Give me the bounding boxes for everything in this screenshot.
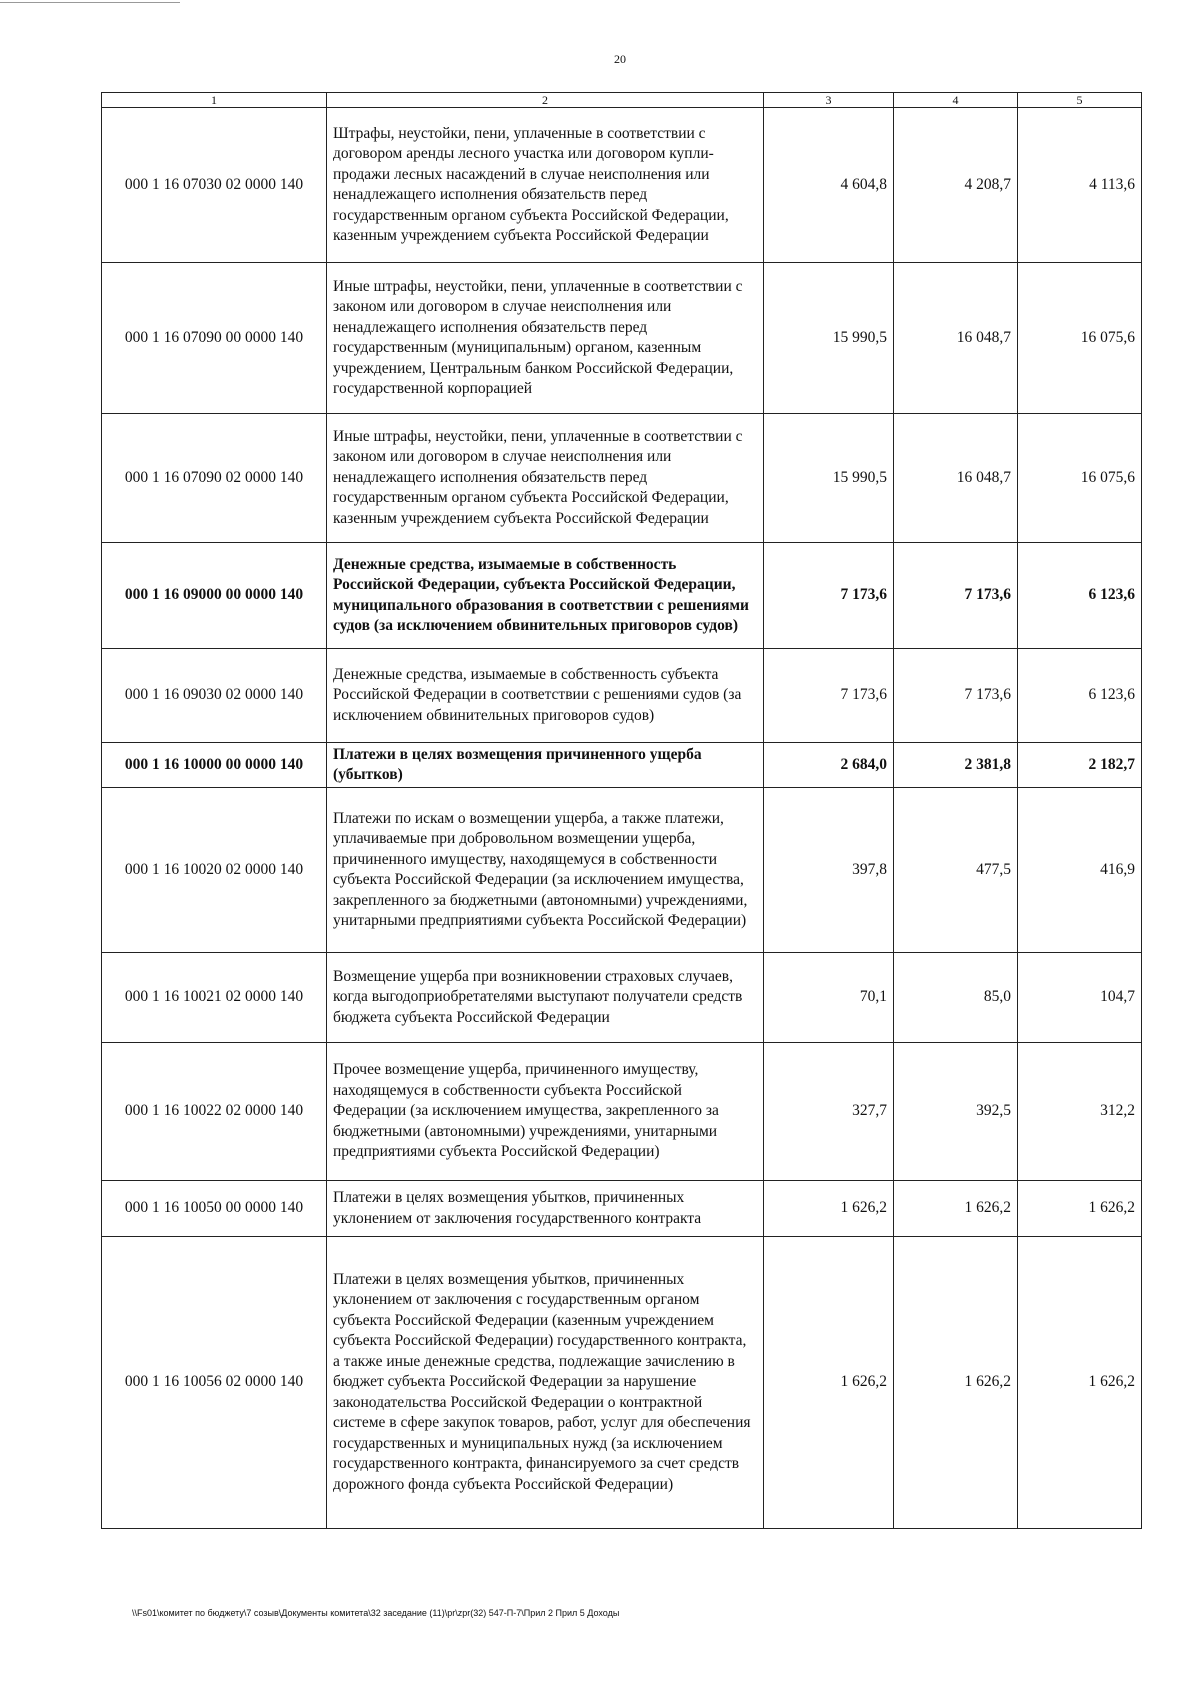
value-year-2: 1 626,2 [894,1237,1018,1529]
budget-code: 000 1 16 07090 02 0000 140 [102,414,327,543]
table-row [102,108,1142,263]
revenue-table [101,92,1142,1529]
table-row [102,788,1142,953]
value-year-2: 392,5 [894,1043,1018,1181]
value-year-3: 6 123,6 [1018,543,1142,649]
value-year-2: 7 173,6 [894,649,1018,743]
budget-code: 000 1 16 10021 02 0000 140 [102,953,327,1043]
value-year-3: 4 113,6 [1018,108,1142,263]
column-header-1: 1 [102,93,327,108]
value-year-3: 6 123,6 [1018,649,1142,743]
table-row [102,1181,1142,1237]
value-year-2: 16 048,7 [894,263,1018,414]
value-year-1: 4 604,8 [764,108,894,263]
column-header-2: 2 [327,93,764,108]
value-year-1: 2 684,0 [764,743,894,788]
column-number-row [102,93,1142,108]
revenue-name: Штрафы, неустойки, пени, уплаченные в соответствии с договором аренды лесного участка или договором купли-продажи лесных насаждений в случае неисполнения или ненадлежащего исполнения обязательств перед государственным органом субъекта Российской Федерации, казенным учреждением субъекта Российской Федерации [327,108,764,263]
page-number: 20 [614,52,626,66]
table-row [102,953,1142,1043]
table-row [102,743,1142,788]
table-row [102,1043,1142,1181]
budget-code: 000 1 16 10020 02 0000 140 [102,788,327,953]
table-row [102,414,1142,543]
value-year-2: 1 626,2 [894,1181,1018,1237]
value-year-1: 1 626,2 [764,1181,894,1237]
value-year-1: 15 990,5 [764,263,894,414]
value-year-2: 477,5 [894,788,1018,953]
table-row [102,263,1142,414]
value-year-2: 7 173,6 [894,543,1018,649]
value-year-1: 15 990,5 [764,414,894,543]
revenue-name: Платежи в целях возмещения причиненного ущерба (убытков) [327,743,764,788]
table-row [102,543,1142,649]
scan-artifact-line [0,2,180,3]
value-year-1: 7 173,6 [764,543,894,649]
value-year-3: 2 182,7 [1018,743,1142,788]
value-year-1: 7 173,6 [764,649,894,743]
revenue-name: Прочее возмещение ущерба, причиненного имуществу, находящемуся в собственности субъекта Российской Федерации (за исключением имущества, закрепленного за бюджетными (автономными) учреждениями, унитарными предприятиями субъекта Российской Федерации) [327,1043,764,1181]
value-year-2: 4 208,7 [894,108,1018,263]
budget-code: 000 1 16 10056 02 0000 140 [102,1237,327,1529]
value-year-1: 1 626,2 [764,1237,894,1529]
column-header-5: 5 [1018,93,1142,108]
value-year-3: 104,7 [1018,953,1142,1043]
value-year-3: 16 075,6 [1018,263,1142,414]
value-year-3: 312,2 [1018,1043,1142,1181]
revenue-name: Иные штрафы, неустойки, пени, уплаченные в соответствии с законом или договором в случае неисполнения или ненадлежащего исполнения обязательств перед государственным органом субъекта Российской Федерации, казенным учреждением субъекта Российской Федерации [327,414,764,543]
revenue-name: Денежные средства, изымаемые в собственность субъекта Российской Федерации в соответствии с решениями судов (за исключением обвинительных приговоров судов) [327,649,764,743]
value-year-1: 327,7 [764,1043,894,1181]
budget-code: 000 1 16 07090 00 0000 140 [102,263,327,414]
revenue-name: Платежи по искам о возмещении ущерба, а также платежи, уплачиваемые при добровольном возмещении ущерба, причиненного имуществу, находящемуся в собственности субъекта Российской Федерации (за исключением имущества, закрепленного за бюджетными (автономными) учреждениями, унитарными предприятиями субъекта Российской Федерации) [327,788,764,953]
value-year-3: 1 626,2 [1018,1181,1142,1237]
file-path-footer: \\Fs01\комитет по бюджету\7 созыв\Документы комитета\32 заседание (11)\pr\zpr(32) 547-П-7\Прил 2 Прил 5 Доходы [132,1608,620,1618]
value-year-2: 2 381,8 [894,743,1018,788]
budget-code: 000 1 16 10050 00 0000 140 [102,1181,327,1237]
revenue-name: Платежи в целях возмещения убытков, причиненных уклонением от заключения государственного контракта [327,1181,764,1237]
revenue-name: Иные штрафы, неустойки, пени, уплаченные в соответствии с законом или договором в случае неисполнения или ненадлежащего исполнения обязательств перед государственным (муниципальным) органом, казенным учреждением, Центральным банком Российской Федерации, государственной корпорацией [327,263,764,414]
revenue-name: Денежные средства, изымаемые в собственность Российской Федерации, субъекта Российской Федерации, муниципального образования в соответствии с решениями судов (за исключением обвинительных приговоров судов) [327,543,764,649]
revenue-name: Платежи в целях возмещения убытков, причиненных уклонением от заключения с государственным органом субъекта Российской Федерации (казенным учреждением субъекта Российской Федерации) государственного контракта, а также иные денежные средства, подлежащие зачислению в бюджет субъекта Российской Федерации за нарушение законодательства Российской Федерации о контрактной системе в сфере закупок товаров, работ, услуг для обеспечения государственных и муниципальных нужд (за исключением государственного контракта, финансируемого за счет средств дорожного фонда субъекта Российской Федерации) [327,1237,764,1529]
value-year-1: 397,8 [764,788,894,953]
value-year-3: 416,9 [1018,788,1142,953]
budget-code: 000 1 16 09000 00 0000 140 [102,543,327,649]
revenue-name: Возмещение ущерба при возникновении страховых случаев, когда выгодоприобретателями выступают получатели средств бюджета субъекта Российской Федерации [327,953,764,1043]
budget-code: 000 1 16 07030 02 0000 140 [102,108,327,263]
value-year-3: 16 075,6 [1018,414,1142,543]
column-header-3: 3 [764,93,894,108]
value-year-2: 16 048,7 [894,414,1018,543]
table-row [102,1237,1142,1529]
value-year-2: 85,0 [894,953,1018,1043]
budget-code: 000 1 16 10000 00 0000 140 [102,743,327,788]
table-row [102,649,1142,743]
budget-code: 000 1 16 09030 02 0000 140 [102,649,327,743]
value-year-3: 1 626,2 [1018,1237,1142,1529]
column-header-4: 4 [894,93,1018,108]
value-year-1: 70,1 [764,953,894,1043]
budget-code: 000 1 16 10022 02 0000 140 [102,1043,327,1181]
